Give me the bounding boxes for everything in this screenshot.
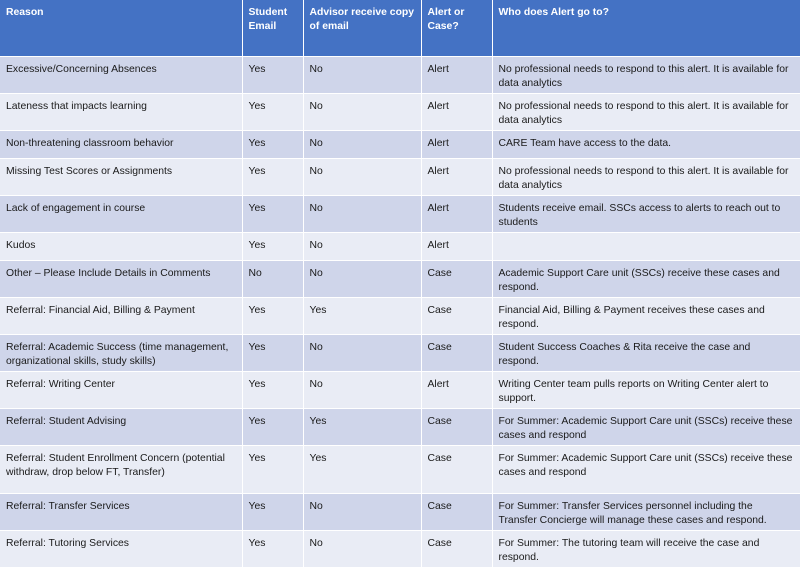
table-row	[0, 334, 800, 371]
type-cell: Alert	[421, 371, 492, 408]
reason-cell: Referral: Academic Success (time management, organizational skills, study skills)	[0, 334, 242, 371]
type-cell: Case	[421, 260, 492, 297]
reason-cell: Referral: Financial Aid, Billing & Payment	[0, 297, 242, 334]
student-email-cell: Yes	[242, 297, 303, 334]
table-row	[0, 371, 800, 408]
type-cell: Case	[421, 334, 492, 371]
table-row	[0, 260, 800, 297]
student-email-cell: Yes	[242, 158, 303, 195]
type-cell: Alert	[421, 93, 492, 130]
reason-cell: Other – Please Include Details in Comments	[0, 260, 242, 297]
advisor-copy-cell: No	[303, 530, 421, 567]
table-row	[0, 408, 800, 445]
advisor-copy-cell: No	[303, 334, 421, 371]
advisor-copy-cell: No	[303, 158, 421, 195]
table-row	[0, 158, 800, 195]
advisor-copy-cell: No	[303, 195, 421, 232]
advisor-copy-cell: No	[303, 232, 421, 260]
student-email-cell: Yes	[242, 195, 303, 232]
student-email-cell: Yes	[242, 445, 303, 493]
who-cell: For Summer: Transfer Services personnel including the Transfer Concierge will manage these cases and respond.	[492, 493, 800, 530]
who-cell	[492, 232, 800, 260]
who-cell: Academic Support Care unit (SSCs) receive these cases and respond.	[492, 260, 800, 297]
student-email-cell: Yes	[242, 408, 303, 445]
advisor-copy-cell: Yes	[303, 445, 421, 493]
reason-cell: Referral: Student Enrollment Concern (potential withdraw, drop below FT, Transfer)	[0, 445, 242, 493]
table-row	[0, 130, 800, 158]
type-cell: Alert	[421, 158, 492, 195]
reason-cell: Referral: Student Advising	[0, 408, 242, 445]
student-email-cell: Yes	[242, 334, 303, 371]
student-email-cell: Yes	[242, 530, 303, 567]
table-row	[0, 232, 800, 260]
who-cell: No professional needs to respond to this alert. It is available for data analytics	[492, 56, 800, 93]
header-student-email: Student Email	[242, 0, 303, 56]
advisor-copy-cell: Yes	[303, 408, 421, 445]
student-email-cell: Yes	[242, 493, 303, 530]
advisor-copy-cell: No	[303, 56, 421, 93]
reason-cell: Excessive/Concerning Absences	[0, 56, 242, 93]
type-cell: Case	[421, 297, 492, 334]
who-cell: No professional needs to respond to this alert. It is available for data analytics	[492, 158, 800, 195]
student-email-cell: Yes	[242, 56, 303, 93]
student-email-cell: Yes	[242, 232, 303, 260]
student-email-cell: No	[242, 260, 303, 297]
student-email-cell: Yes	[242, 371, 303, 408]
type-cell: Case	[421, 408, 492, 445]
who-cell: For Summer: The tutoring team will receive the case and respond.	[492, 530, 800, 567]
who-cell: No professional needs to respond to this alert. It is available for data analytics	[492, 93, 800, 130]
reason-cell: Missing Test Scores or Assignments	[0, 158, 242, 195]
student-email-cell: Yes	[242, 130, 303, 158]
who-cell: For Summer: Academic Support Care unit (SSCs) receive these cases and respond	[492, 408, 800, 445]
reason-cell: Lack of engagement in course	[0, 195, 242, 232]
table-row	[0, 56, 800, 93]
header-alert-or-case: Alert or Case?	[421, 0, 492, 56]
reason-cell: Non-threatening classroom behavior	[0, 130, 242, 158]
type-cell: Alert	[421, 56, 492, 93]
table-row	[0, 493, 800, 530]
reason-cell: Referral: Transfer Services	[0, 493, 242, 530]
advisor-copy-cell: No	[303, 371, 421, 408]
type-cell: Alert	[421, 195, 492, 232]
advisor-copy-cell: No	[303, 130, 421, 158]
reason-cell: Referral: Writing Center	[0, 371, 242, 408]
reason-cell: Lateness that impacts learning	[0, 93, 242, 130]
who-cell: For Summer: Academic Support Care unit (SSCs) receive these cases and respond	[492, 445, 800, 493]
table-row	[0, 297, 800, 334]
table-row	[0, 530, 800, 567]
table-row	[0, 93, 800, 130]
table-row	[0, 445, 800, 493]
type-cell: Case	[421, 445, 492, 493]
advisor-copy-cell: No	[303, 493, 421, 530]
type-cell: Alert	[421, 130, 492, 158]
who-cell: Writing Center team pulls reports on Writing Center alert to support.	[492, 371, 800, 408]
header-who: Who does Alert go to?	[492, 0, 800, 56]
who-cell: Financial Aid, Billing & Payment receives these cases and respond.	[492, 297, 800, 334]
table-row	[0, 195, 800, 232]
header-advisor-copy: Advisor receive copy of email	[303, 0, 421, 56]
who-cell: Students receive email. SSCs access to alerts to reach out to students	[492, 195, 800, 232]
header-reason: Reason	[0, 0, 242, 56]
type-cell: Case	[421, 493, 492, 530]
student-email-cell: Yes	[242, 93, 303, 130]
header-row	[0, 0, 800, 56]
type-cell: Case	[421, 530, 492, 567]
type-cell: Alert	[421, 232, 492, 260]
advisor-copy-cell: No	[303, 260, 421, 297]
reason-cell: Kudos	[0, 232, 242, 260]
advisor-copy-cell: No	[303, 93, 421, 130]
reason-cell: Referral: Tutoring Services	[0, 530, 242, 567]
who-cell: CARE Team have access to the data.	[492, 130, 800, 158]
who-cell: Student Success Coaches & Rita receive the case and respond.	[492, 334, 800, 371]
advisor-copy-cell: Yes	[303, 297, 421, 334]
